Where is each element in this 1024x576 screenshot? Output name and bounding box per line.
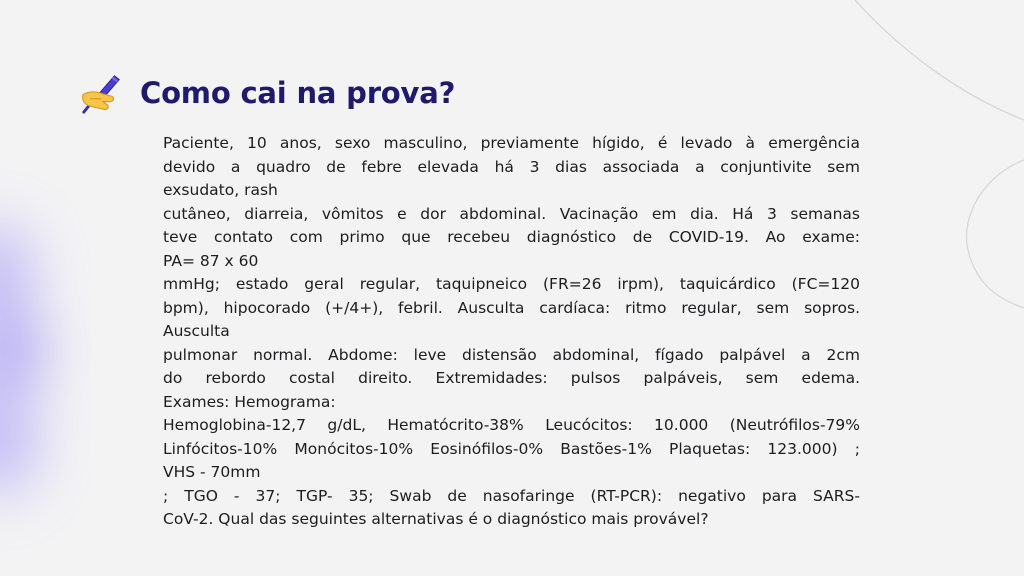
question-line: VHS - 70mm bbox=[163, 463, 261, 481]
writing-hand-icon bbox=[78, 70, 124, 116]
question-line: do rebordo costal direito. Extremidades: pulsos palpáveis, sem edema. bbox=[163, 369, 860, 387]
slide-title: Como cai na prova? bbox=[140, 76, 456, 110]
question-line: mmHg; estado geral regular, taquipneico (FR=26 irpm), taquicárdico (FC=120 bbox=[163, 275, 860, 293]
question-line: Exames: Hemograma: bbox=[163, 392, 336, 411]
question-line: Linfócitos-10% Monócitos-10% Eosinófilos-0% Bastões-1% Plaquetas: 123.000) ; bbox=[163, 439, 860, 458]
question-line: Hemoglobina-12,7 g/dL, Hematócrito-38% Leucócitos: 10.000 (Neutrófilos-79% bbox=[163, 416, 860, 434]
question-text bbox=[163, 132, 860, 532]
question-line: CoV-2. Qual das seguintes alternativas é o diagnóstico mais provável? bbox=[163, 510, 709, 528]
question-line: Ausculta bbox=[163, 322, 230, 340]
top-right-arc-lines bbox=[855, 0, 1024, 308]
slide-header bbox=[78, 70, 455, 116]
question-line: exsudato, rash bbox=[163, 181, 278, 199]
question-line: devido a quadro de febre elevada há 3 dias associada a conjuntivite sem bbox=[163, 157, 860, 176]
question-line: ; TGO - 37; TGP- 35; Swab de nasofaringe (RT-PCR): negativo para SARS- bbox=[163, 486, 860, 505]
left-purple-glow bbox=[0, 225, 47, 495]
question-line: pulmonar normal. Abdome: leve distensão abdominal, fígado palpável a 2cm bbox=[163, 345, 860, 364]
question-line: teve contato com primo que recebeu diagnóstico de COVID-19. Ao exame: bbox=[163, 228, 860, 246]
question-line: PA= 87 x 60 bbox=[163, 251, 259, 270]
question-line: Paciente, 10 anos, sexo masculino, previamente hígido, é levado à emergência bbox=[163, 134, 860, 152]
question-line: bpm), hipocorado (+/4+), febril. Ausculta cardíaca: ritmo regular, sem sopros. bbox=[163, 298, 860, 317]
question-line: cutâneo, diarreia, vômitos e dor abdominal. Vacinação em dia. Há 3 semanas bbox=[163, 204, 860, 223]
